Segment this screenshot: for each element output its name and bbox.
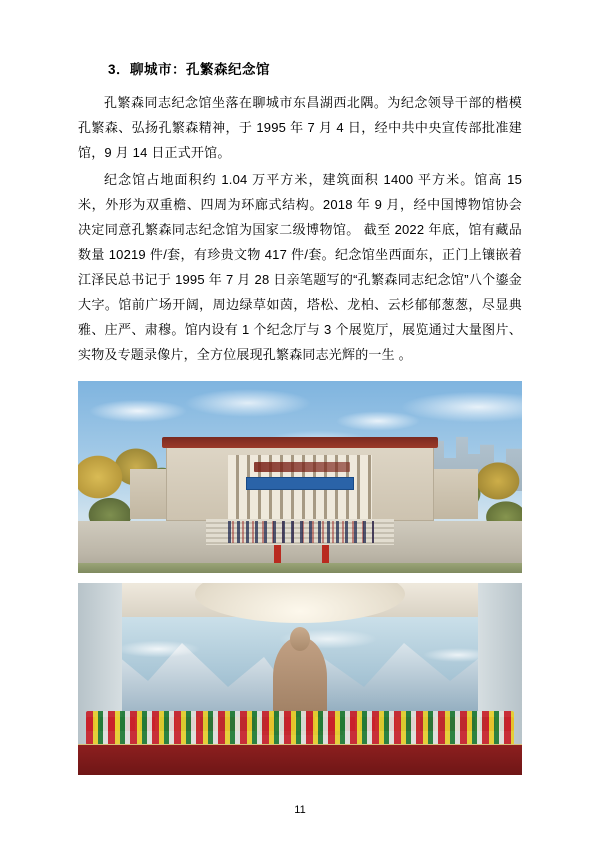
building-roof	[162, 437, 438, 448]
museum-exterior-photo	[78, 381, 522, 573]
plaza-lawn	[78, 563, 522, 573]
page-number: 11	[294, 804, 306, 816]
page-title: 3．聊城市：孔繁森纪念馆	[108, 62, 271, 77]
paragraph-1: 孔繁森同志纪念馆坐落在聊城市东昌湖西北隅。为纪念领导干部的楷模孔繁森、弘扬孔繁森精神，于 1995 年 7 月 4 日，经中共中央宣传部批准建馆，9 月 14 日正式开馆。	[78, 95, 522, 160]
statue-head	[290, 627, 310, 651]
building-name-plaque	[254, 462, 350, 472]
visitor-crowd	[228, 521, 374, 543]
paragraph-2: 纪念馆占地面积约 1.04 万平方米，建筑面积 1400 平方米。馆高 15 米，外形为双重檐、四周为环廊式结构。2018 年 9 月，经中国博物馆协会决定同意孔繁森同志纪念馆为国家二级博物馆。 截至 2022 年底，馆有藏品数量 10219 件/套，有珍贵文物 417 件/套。纪念馆坐西面东，正门上镶嵌着江泽民总书记于 1995 年 7 月 28 日亲笔题写的“孔繁森同志纪念馆”八个鎏金大字。馆前广场开阔，周边绿草如茵，塔松、龙柏、云杉郁郁葱葱，尽显典雅、庄严、肃穆。馆内设有 1 个纪念厅与 3 个展览厅，展览通过大量图片、实物及专题录像片，全方位展现孔繁森同志光辉的一生 。	[78, 172, 522, 362]
page-content	[78, 58, 522, 785]
figure-group	[78, 381, 522, 775]
red-carpet	[78, 745, 522, 775]
entrance-banner	[246, 477, 354, 490]
flower-row-front	[86, 711, 514, 745]
memorial-hall-statue-photo	[78, 583, 522, 775]
